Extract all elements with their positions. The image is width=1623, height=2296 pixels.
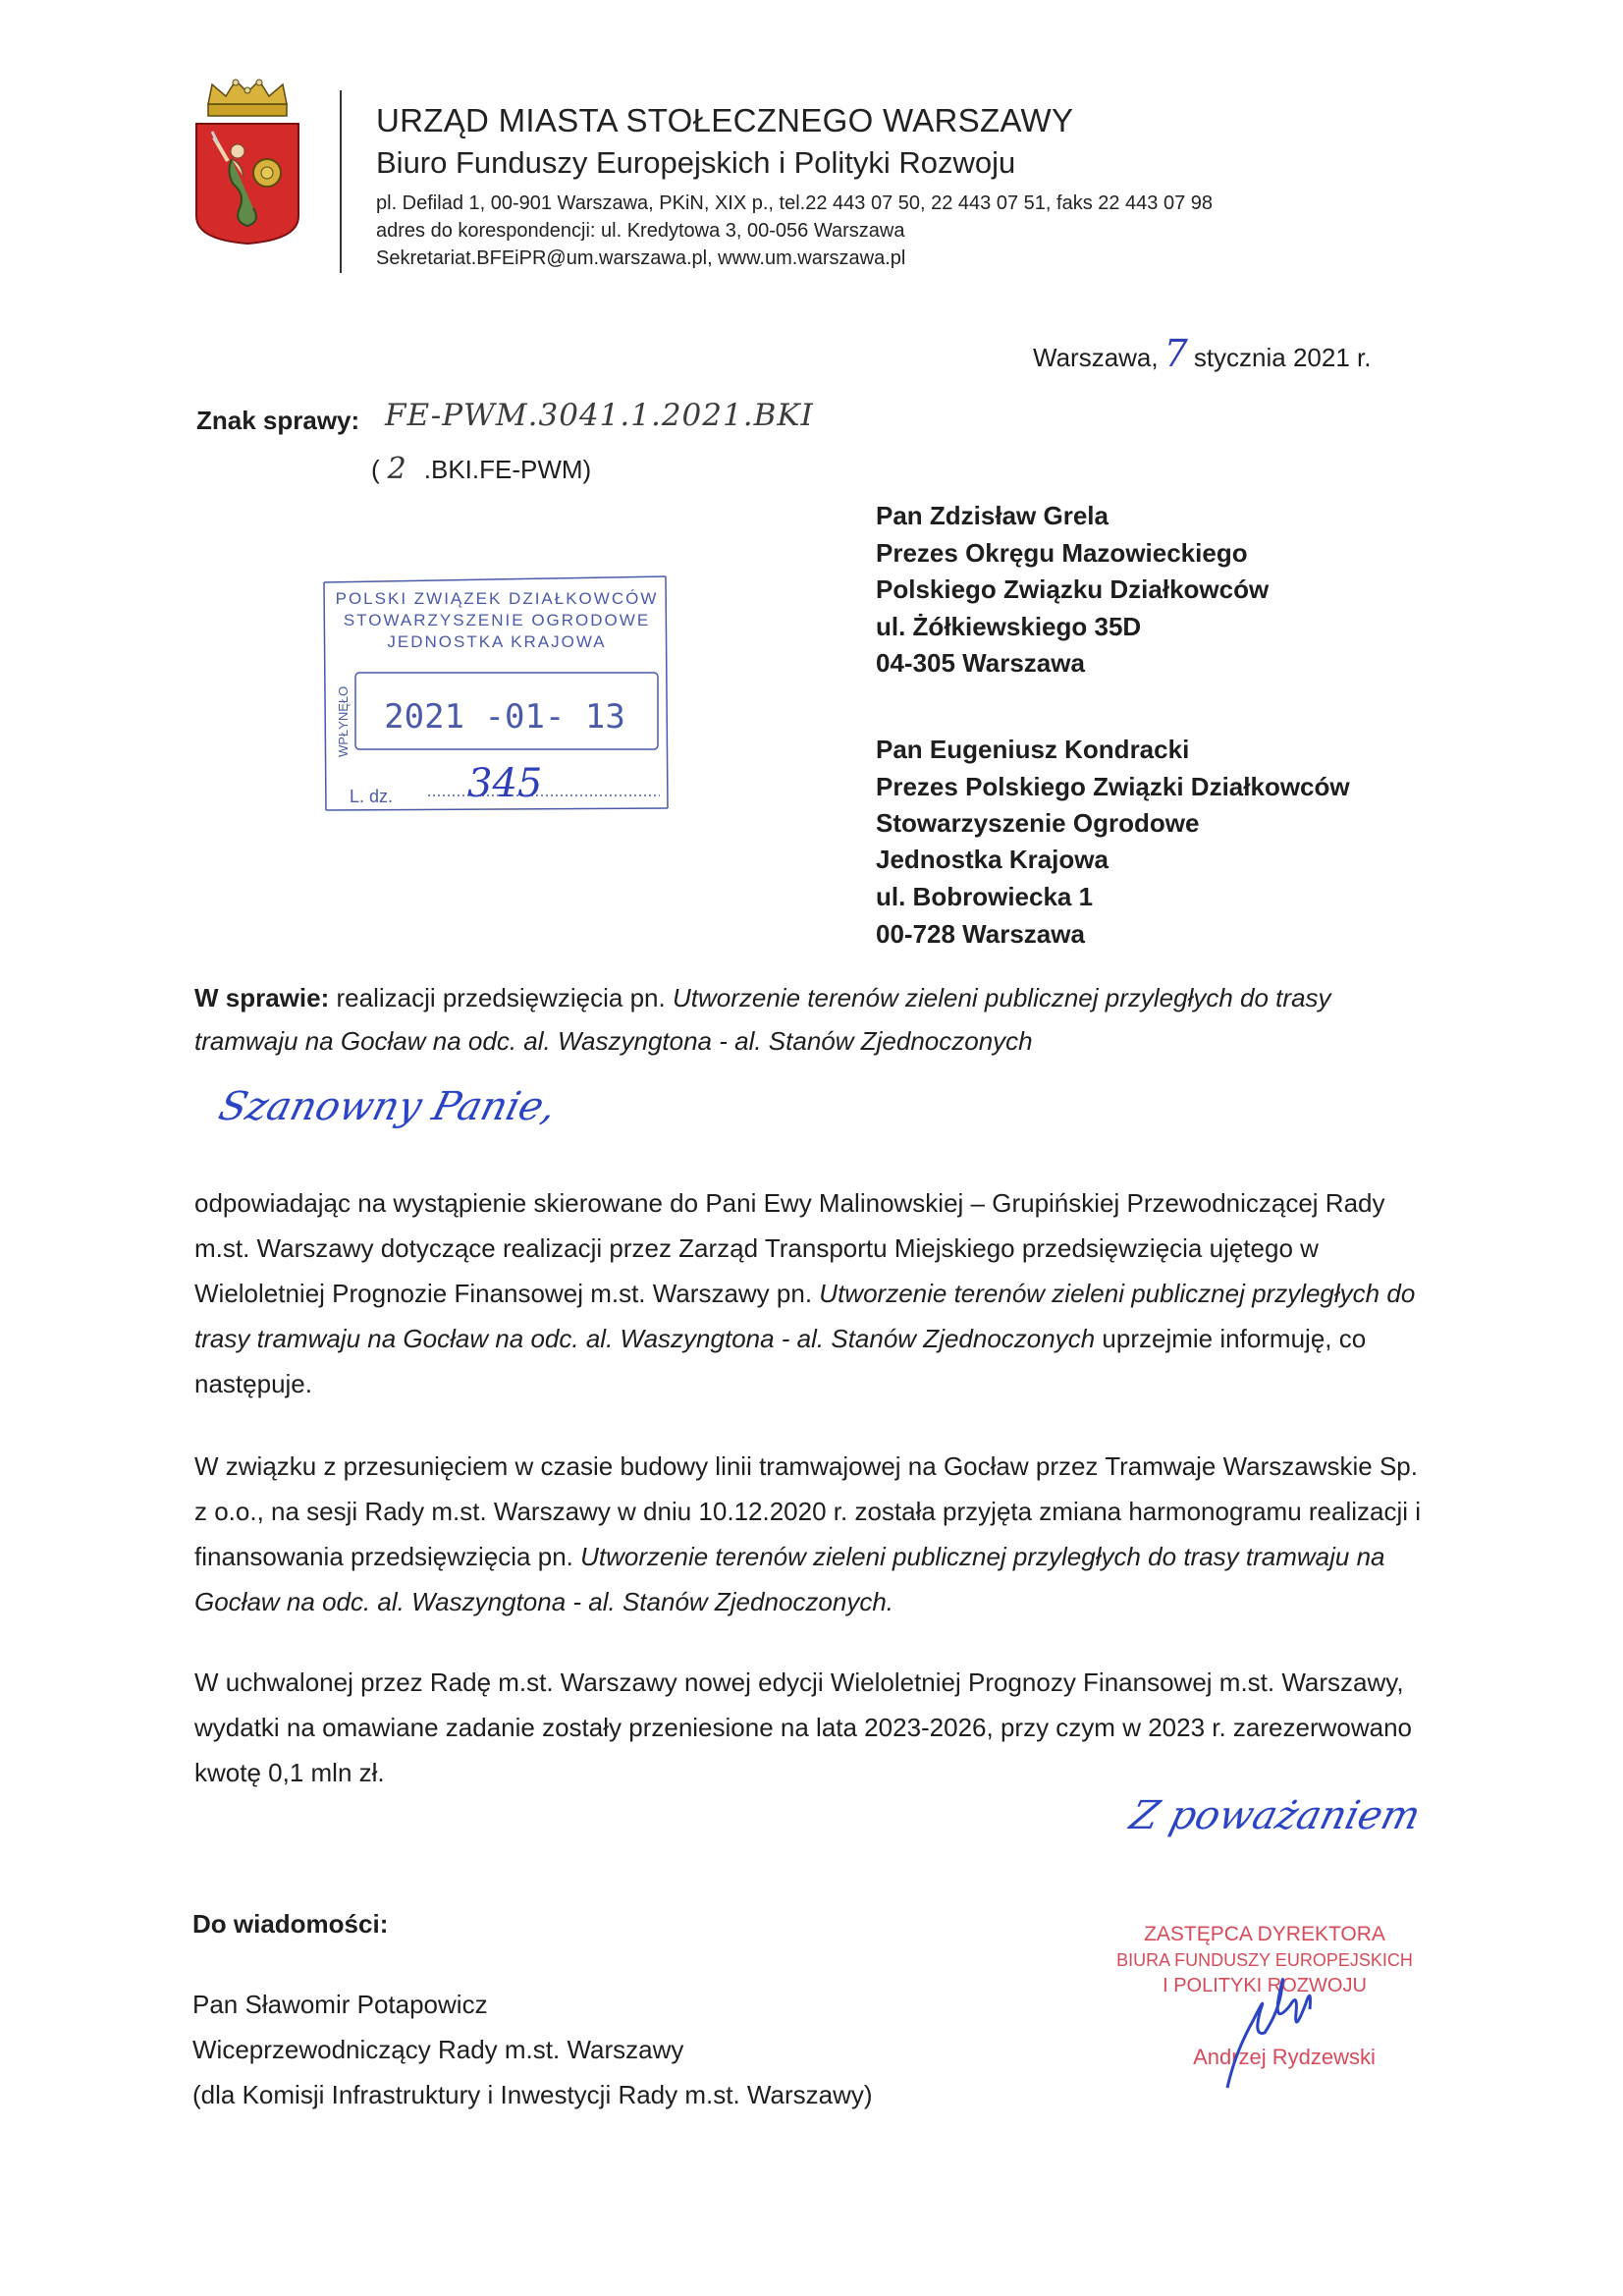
body-paragraph [194,1180,1432,1406]
recipient-line: Pan Zdzisław Grela [876,501,1109,530]
stamp-text: STOWARZYSZENIE OGRODOWE [343,611,651,629]
stamp-ldz-label: L. dz. [350,787,394,806]
reference-label: Znak sprawy: [196,406,360,435]
signature-stamp-text: ZASTĘPCA DYREKTORA [1144,1923,1385,1945]
received-stamp [320,574,670,815]
place-city: Warszawa, [1033,343,1159,372]
recipient-line: 04-305 Warszawa [876,648,1085,678]
signature-stamp-text: BIURA FUNDUSZY EUROPEJSKICH [1116,1950,1413,1970]
stamp-ldz-number: 345 [467,761,543,806]
place-date [1033,332,1371,375]
office-name: URZĄD MIASTA STOŁECZNEGO WARSZAWY [376,102,1074,138]
matter-label: W sprawie: [194,983,330,1012]
paragraph-text: W związku z przesunięciem w czasie budowy linii tramwajowej na Gocław przez Tramwaje Warszawskie Sp. z o.o., na sesji Rady m.st. Warszawy w dniu 10.12.2020 r. została przyjęta zmiana harmonogramu realizacji i finansowania przedsięwzięcia pn. [194,1451,1422,1571]
reference-line2 [371,452,591,486]
handwritten-salutation: Szanowny Panie, [214,1084,562,1129]
paragraph-italic: Utworzenie terenów zieleni publicznej przyległych do trasy tramwaju na Gocław na odc. al. Waszyngtona - al. Stanów Zjednoczonych. [194,1542,1385,1616]
recipient-line: Polskiego Związku Działkowców [876,574,1270,604]
stamp-side-text: WPŁYNĘŁO [336,685,351,757]
recipient-line: Stowarzyszenie Ogrodowe [876,808,1200,838]
recipient-line: Prezes Okręgu Mazowieckiego [876,538,1248,568]
signature-stamp-name: Andrzej Rydzewski [1193,2045,1376,2069]
matter-title: Utworzenie terenów zieleni publicznej przyległych do trasy tramwaju na Gocław na odc. al. Waszyngtona - al. Stanów Zjednoczonych [194,983,1331,1056]
stamp-text: JEDNOSTKA KRAJOWA [387,632,607,651]
reference-handwritten-number: 2 [387,452,406,486]
bureau-name: Biuro Funduszy Europejskich i Polityki Rozwoju [376,145,1016,180]
recipient-line: ul. Żółkiewskiego 35D [876,612,1142,641]
paragraph-text: odpowiadając na wystąpienie skierowane do Pani Ewy Malinowskiej – Grupińskiej Przewodniczącej Rady m.st. Warszawy dotyczące realizacji przez Zarząd Transportu Miejskiego przedsięwzięcia ujętego w Wieloletniej Prognozie Finansowej m.st. Warszawy pn. [194,1188,1385,1308]
recipient-line: ul. Bobrowiecka 1 [876,882,1094,911]
address-line: adres do korespondencji: ul. Kredytowa 3, 00-056 Warszawa [376,220,905,242]
warsaw-coat-of-arms-logo [192,79,302,246]
header-divider [340,90,342,273]
recipient-line: 00-728 Warszawa [876,919,1085,949]
body-paragraph [194,1444,1432,1624]
address-line: pl. Defilad 1, 00-901 Warszawa, PKiN, XIX p., tel.22 443 07 50, 22 443 07 51, faks 22 443 07 98 [376,192,1214,214]
stamp-date: 2021 -01- 13 [384,697,625,737]
signature-stamp-text: I POLITYKI ROZWOJU [1163,1975,1367,1996]
date-rest: stycznia 2021 r. [1193,343,1372,372]
stamp-text: POLSKI ZWIĄZEK DZIAŁKOWCÓW [335,589,659,608]
handwritten-closing: Z poważaniem [1125,1793,1426,1838]
recipient-line: Jednostka Krajowa [876,845,1109,874]
reference-paren: ( [371,455,380,484]
cc-line: Pan Sławomir Potapowicz [192,1990,488,2019]
reference-suffix: .BKI.FE-PWM) [423,455,592,484]
stamp-bottom-edge [326,808,668,810]
paragraph-text: uprzejmie informuję, co następuje. [194,1324,1367,1398]
stamp-top-edge [324,576,666,582]
cc-line: Wiceprzewodniczący Rady m.st. Warszawy [192,2035,684,2064]
reference-handwritten: FE-PWM.3041.1.2021.BKI [385,398,814,433]
stamp-right-edge [666,576,668,808]
paragraph-italic: Utworzenie terenów zieleni publicznej przyległych do trasy tramwaju na Gocław na odc. al. Waszyngtona - al. Stanów Zjednoczonych [194,1279,1416,1353]
body-paragraph: W uchwalonej przez Radę m.st. Warszawy nowej edycji Wieloletniej Prognozy Finansowej m.st. Warszawy, wydatki na omawiane zadanie zostały przeniesione na lata 2023-2026, przy czym w 2023 r. zarezerwowano kwotę 0,1 mln zł. [194,1667,1413,1787]
stamp-left-edge [324,582,326,810]
matter-line [194,976,1432,1063]
recipient-line: Pan Eugeniusz Kondracki [876,735,1190,764]
matter-text: realizacji przedsięwzięcia pn. [336,983,666,1012]
cc-line: (dla Komisji Infrastruktury i Inwestycji Rady m.st. Warszawy) [192,2080,873,2109]
handwritten-day: 7 [1163,332,1188,375]
recipient-line: Prezes Polskiego Związki Działkowców [876,772,1350,801]
contact-line: Sekretariat.BFEiPR@um.warszawa.pl, www.um.warszawa.pl [376,247,906,269]
cc-label: Do wiadomości: [192,1909,389,1939]
signature-stamp [1088,1915,1441,2092]
